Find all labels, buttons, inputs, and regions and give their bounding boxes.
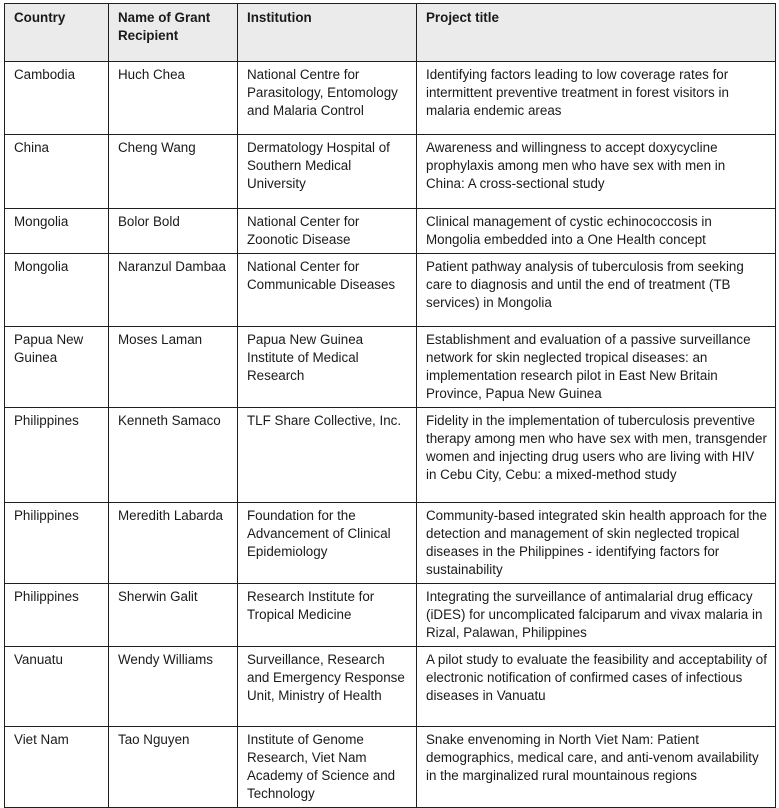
cell-project-title: A pilot study to evaluate the feasibility and acceptability of electronic notification of confirmed cases of infectious diseases in Vanuatu bbox=[417, 647, 776, 727]
cell-institution: National Center for Communicable Diseases bbox=[238, 254, 417, 327]
cell-project-title: Awareness and willingness to accept doxycycline prophylaxis among men who have sex with men in China: A cross-sectional study bbox=[417, 135, 776, 209]
cell-institution: National Center for Zoonotic Disease bbox=[238, 209, 417, 254]
table-row bbox=[5, 135, 776, 209]
cell-institution: Foundation for the Advancement of Clinical Epidemiology bbox=[238, 503, 417, 584]
cell-recipient: Moses Laman bbox=[109, 327, 238, 408]
cell-project-title: Identifying factors leading to low coverage rates for intermittent preventive treatment in forest visitors in malaria endemic areas bbox=[417, 62, 776, 135]
cell-recipient: Cheng Wang bbox=[109, 135, 238, 209]
cell-country: China bbox=[5, 135, 109, 209]
cell-project-title: Integrating the surveillance of antimalarial drug efficacy (iDES) for uncomplicated falciparum and vivax malaria in Rizal, Palawan, Philippines bbox=[417, 584, 776, 647]
cell-recipient: Kenneth Samaco bbox=[109, 408, 238, 503]
cell-country: Philippines bbox=[5, 408, 109, 503]
table-row bbox=[5, 209, 776, 254]
table-header-row bbox=[5, 4, 776, 62]
cell-institution: Papua New Guinea Institute of Medical Research bbox=[238, 327, 417, 408]
table-row bbox=[5, 62, 776, 135]
table-row bbox=[5, 584, 776, 647]
cell-country: Cambodia bbox=[5, 62, 109, 135]
table-row bbox=[5, 503, 776, 584]
grant-recipients-table bbox=[4, 3, 776, 808]
cell-country: Viet Nam bbox=[5, 727, 109, 808]
table-row bbox=[5, 647, 776, 727]
header-country: Country bbox=[5, 4, 109, 62]
cell-project-title: Community-based integrated skin health approach for the detection and management of skin neglected tropical diseases in the Philippines - identifying factors for sustainability bbox=[417, 503, 776, 584]
cell-recipient: Meredith Labarda bbox=[109, 503, 238, 584]
cell-country: Philippines bbox=[5, 503, 109, 584]
cell-project-title: Fidelity in the implementation of tuberculosis preventive therapy among men who have sex with men, transgender women and injecting drug users who are living with HIV in Cebu City, Cebu: a mixed-method study bbox=[417, 408, 776, 503]
header-institution: Institution bbox=[238, 4, 417, 62]
cell-recipient: Huch Chea bbox=[109, 62, 238, 135]
table-row bbox=[5, 408, 776, 503]
cell-institution: Dermatology Hospital of Southern Medical University bbox=[238, 135, 417, 209]
cell-recipient: Bolor Bold bbox=[109, 209, 238, 254]
header-recipient: Name of Grant Recipient bbox=[109, 4, 238, 62]
cell-institution: National Centre for Parasitology, Entomology and Malaria Control bbox=[238, 62, 417, 135]
cell-recipient: Wendy Williams bbox=[109, 647, 238, 727]
cell-country: Philippines bbox=[5, 584, 109, 647]
table-row bbox=[5, 254, 776, 327]
header-project-title: Project title bbox=[417, 4, 776, 62]
cell-project-title: Snake envenoming in North Viet Nam: Patient demographics, medical care, and anti-venom availability in the marginalized rural mountainous regions bbox=[417, 727, 776, 808]
grant-table-container bbox=[4, 3, 775, 808]
cell-institution: Institute of Genome Research, Viet Nam Academy of Science and Technology bbox=[238, 727, 417, 808]
cell-country: Vanuatu bbox=[5, 647, 109, 727]
cell-recipient: Naranzul Dambaa bbox=[109, 254, 238, 327]
cell-country: Mongolia bbox=[5, 254, 109, 327]
cell-project-title: Establishment and evaluation of a passive surveillance network for skin neglected tropical diseases: an implementation research pilot in East New Britain Province, Papua New Guinea bbox=[417, 327, 776, 408]
cell-project-title: Patient pathway analysis of tuberculosis from seeking care to diagnosis and until the end of treatment (TB services) in Mongolia bbox=[417, 254, 776, 327]
cell-recipient: Tao Nguyen bbox=[109, 727, 238, 808]
cell-country: Papua New Guinea bbox=[5, 327, 109, 408]
table-row bbox=[5, 727, 776, 808]
cell-country: Mongolia bbox=[5, 209, 109, 254]
table-row bbox=[5, 327, 776, 408]
cell-recipient: Sherwin Galit bbox=[109, 584, 238, 647]
cell-project-title: Clinical management of cystic echinococcosis in Mongolia embedded into a One Health concept bbox=[417, 209, 776, 254]
cell-institution: Research Institute for Tropical Medicine bbox=[238, 584, 417, 647]
cell-institution: TLF Share Collective, Inc. bbox=[238, 408, 417, 503]
cell-institution: Surveillance, Research and Emergency Response Unit, Ministry of Health bbox=[238, 647, 417, 727]
